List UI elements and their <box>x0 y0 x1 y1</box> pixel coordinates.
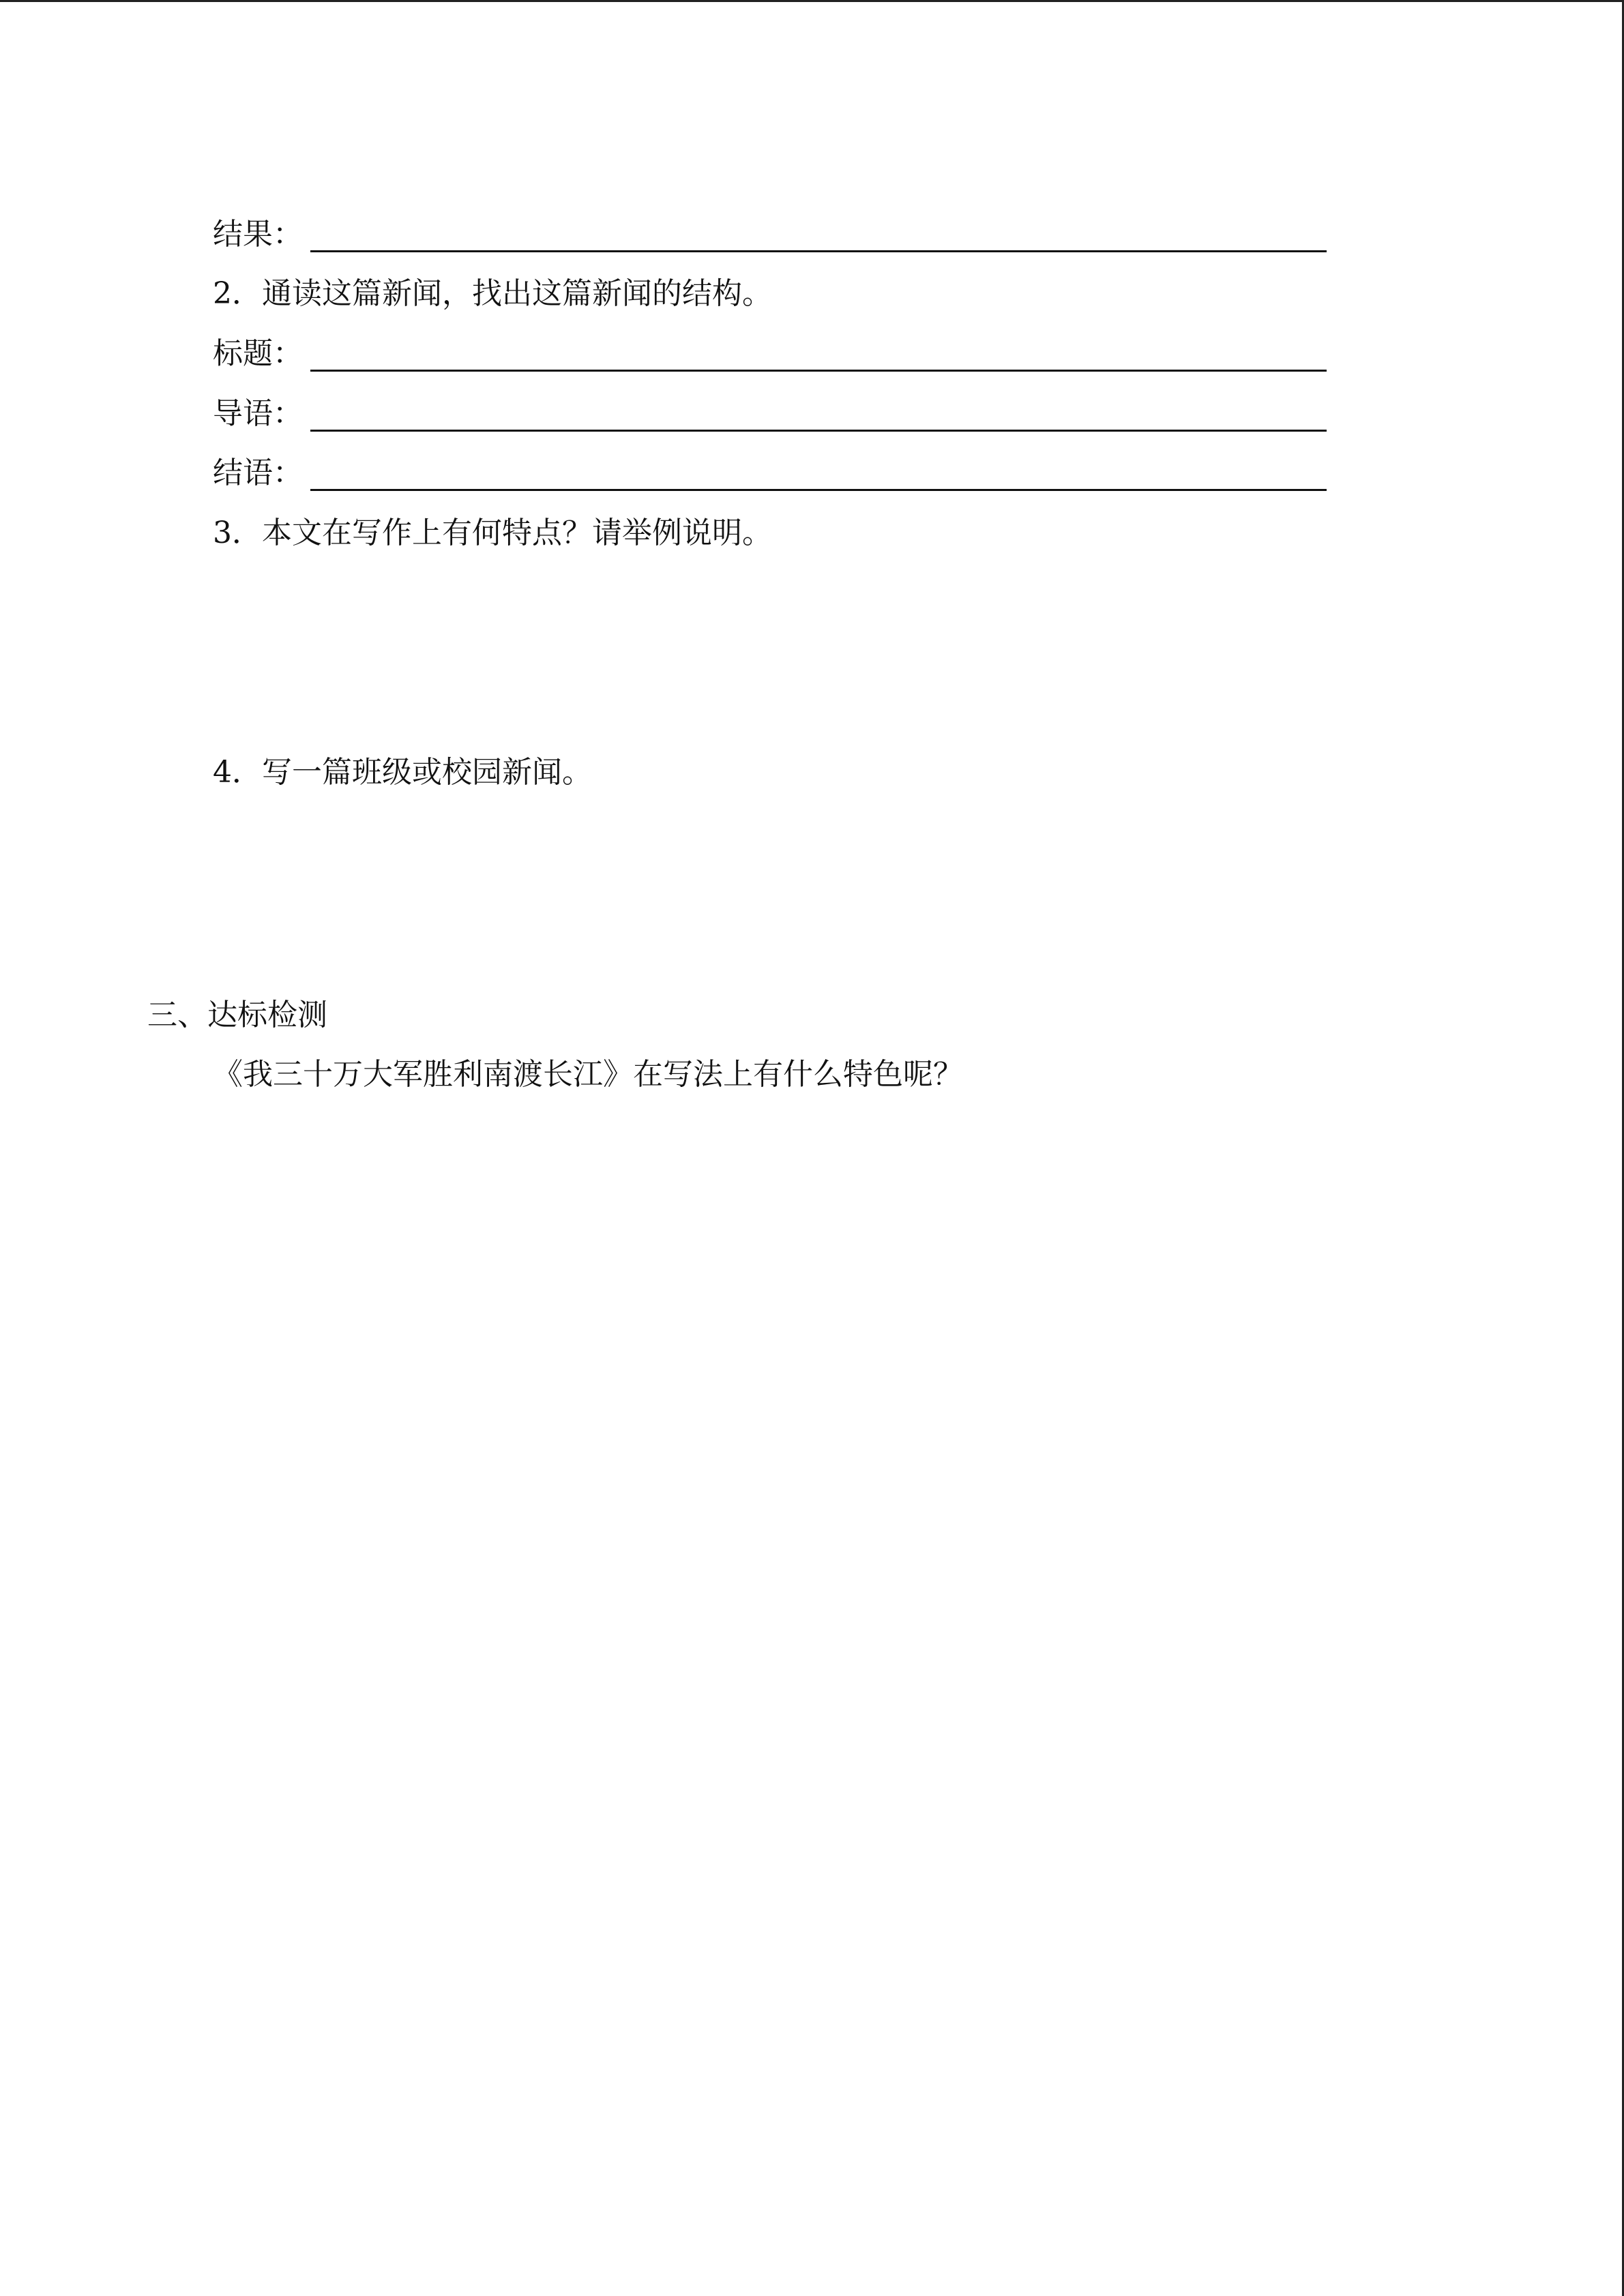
page-top-border <box>0 0 1624 2</box>
question-2-prompt: 2．通读这篇新闻，找出这篇新闻的结构。 <box>213 276 772 311</box>
title-answer-line[interactable] <box>310 370 1327 372</box>
result-answer-line[interactable] <box>310 250 1327 252</box>
question-4-prompt: 4．写一篇班级或校园新闻。 <box>213 755 592 790</box>
conclusion-answer-line[interactable] <box>310 489 1327 491</box>
section-3-heading: 三、达标检测 <box>147 998 327 1032</box>
assessment-question: 《我三十万大军胜利南渡长江》在写法上有什么特色呢？ <box>213 1057 963 1092</box>
lead-label: 导语： <box>213 396 303 431</box>
lead-answer-line[interactable] <box>310 430 1327 432</box>
conclusion-label: 结语： <box>213 456 303 490</box>
question-3-prompt: 3．本文在写作上有何特点？请举例说明。 <box>213 516 772 550</box>
result-label: 结果： <box>213 217 303 252</box>
title-label: 标题： <box>213 336 303 371</box>
